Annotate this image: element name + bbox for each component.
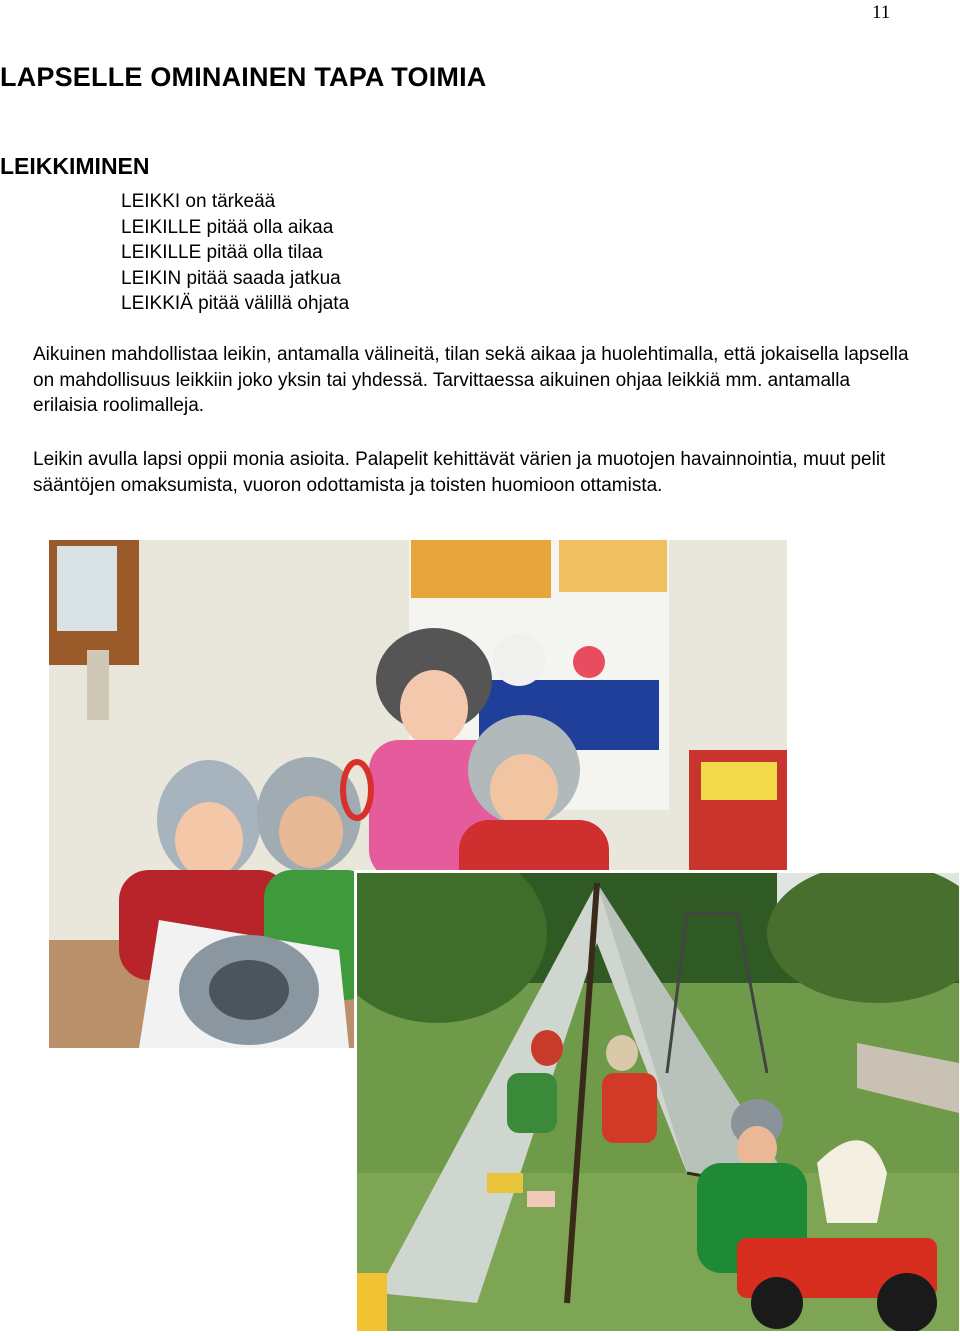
principles-list bbox=[121, 189, 349, 317]
photo-children-outdoors bbox=[354, 870, 959, 1331]
principle-item: LEIKKI on tärkeää bbox=[121, 191, 276, 212]
section-heading: LEIKKIMINEN bbox=[0, 153, 150, 179]
page-title: LAPSELLE OMINAINEN TAPA TOIMIA bbox=[0, 62, 487, 92]
principle-item: LEIKKIÄ pitää välillä ohjata bbox=[121, 293, 350, 314]
principle-item: LEIKILLE pitää olla aikaa bbox=[121, 216, 334, 238]
page-number: 11 bbox=[872, 2, 891, 23]
paragraph-learning: Leikin avulla lapsi oppii monia asioita. Palapelit kehittävät värien ja muotojen havainnointia, muut pelit sääntöjen omaksumista, vuoron odottamista ja toisten huomioon ottamista. bbox=[33, 449, 886, 496]
paragraph-adult-role: Aikuinen mahdollistaa leikin, antamalla välineitä, tilan sekä aikaa ja huolehtimalla, että jokaisella lapsella on mahdollisuus leikkiin joko yksin tai yhdessä. Tarvittaessa aikuinen ohjaa leikkiä mm. antamalla erilaisia roolimalleja. bbox=[33, 344, 909, 416]
principle-item: LEIKIN pitää saada jatkua bbox=[121, 267, 341, 289]
principle-item: LEIKILLE pitää olla tilaa bbox=[121, 242, 323, 263]
